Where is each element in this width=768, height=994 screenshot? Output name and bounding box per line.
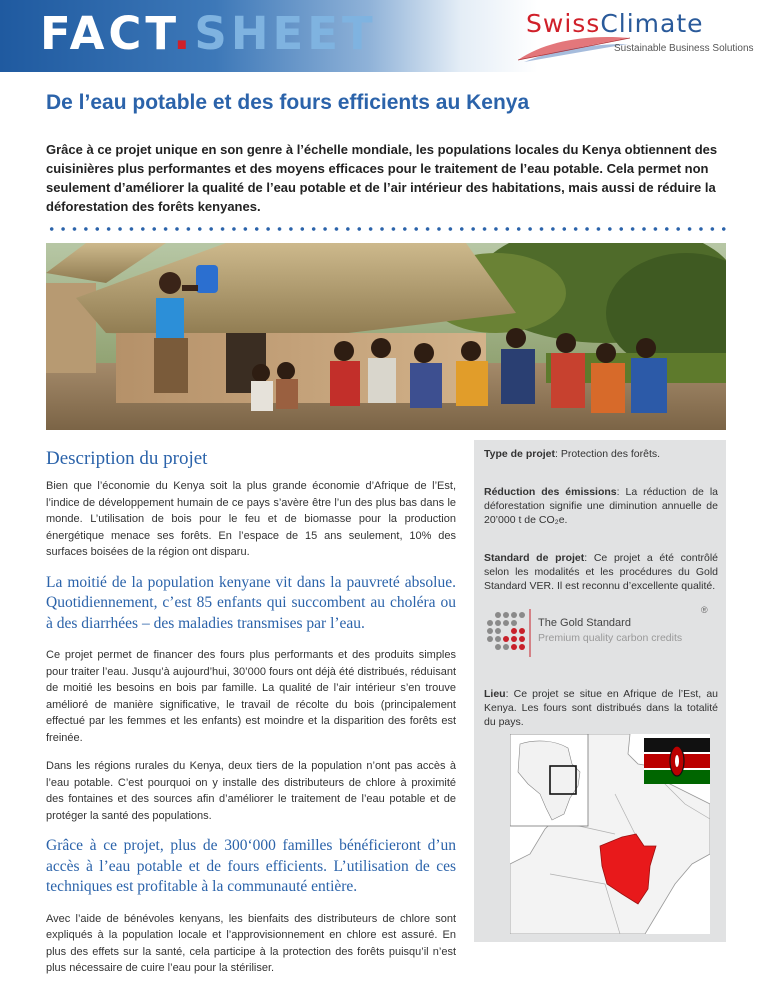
description-paragraph-3: Dans les régions rurales du Kenya, deux tiers de la population n’ont pas accès à l’eau potable. C’est pourquoi on y installe des distributeurs de chlore à proximité des fontaines et des sources afin d’améliorer le traitement de l’eau potable et de protéger la santé des populations. (46, 760, 456, 822)
project-info-sidebar (474, 440, 726, 942)
emission-reduction (484, 485, 718, 527)
brand-swiss: Swiss (526, 9, 601, 38)
pull-quote-2: Grâce à ce projet, plus de 300‘000 familles bénéficieront d’un accès à l’eau potable et de fours efficients. L’utilisation de ces techniques est profitable à la communauté entière. (46, 837, 456, 895)
brand-tagline: Sustainable Business Solutions (614, 43, 754, 54)
swissclimate-logo (514, 6, 764, 66)
main-column (46, 448, 456, 989)
title-dot: . (173, 7, 195, 60)
description-paragraph-2: Ce projet permet de financer des fours plus performants et des produits simples pour traiter l’eau. Jusqu’à aujourd’hui, 30’000 fours ont déjà été distribués, réduisant de moitié les besoins en bois par famille. La qualité de l’air intérieur s’en trouve amélioré de manière significative, le travail de récolte du bois (principalement effectué par les femmes et les enfants) est moindre et la disparition des forêts est freinée. (46, 649, 456, 744)
factsheet-title (40, 4, 377, 64)
project-location-value: : Ce projet se situe en Afrique de l’Est, au Kenya. Les fours sont distribués dans la totalité du pays. (484, 688, 718, 728)
project-location (484, 687, 718, 729)
pull-quote-1: La moitié de la population kenyane vit dans la pauvreté absolue. Quotidiennement, c’est 85 enfants qui succombent au choléra ou à des diarrhées – des maladies transmises par l’eau. (46, 573, 456, 632)
emission-reduction-value: : La réduction de la déforestation signifie une diminution annuelle de 20’000 t de CO₂e. (484, 486, 718, 526)
project-photo (46, 243, 726, 430)
brand-name (526, 8, 704, 40)
page-title: De l’eau potable et des fours efficients au Kenya (46, 91, 530, 114)
project-type-label: Type de projet (484, 448, 555, 460)
header (0, 0, 768, 72)
project-type-value: : Protection des forêts. (554, 448, 661, 460)
gold-standard-tagline: Premium quality carbon credits (538, 632, 683, 644)
project-standard-value: : Ce projet a été contrôlé selon les modalités et les procédures du Gold Standard VER. Il est reconnu d’excellente qualité. (484, 552, 718, 592)
gold-standard-logo (484, 605, 718, 660)
gold-standard-dots-icon (484, 609, 532, 657)
kenya-flag-icon (644, 738, 710, 784)
description-paragraph-4: Avec l’aide de bénévoles kenyans, les bienfaits des distributeurs de chlore sont expliqués à la population locale et l’approvisionnement en chlore est assuré. En plus des effets sur la santé, cela participe à la protection des forêts puisqu’il n’est plus nécessaire de cuire l’eau pour la stériliser. (46, 912, 456, 974)
section-heading-description: Description du projet (46, 448, 208, 469)
registered-mark: ® (701, 605, 708, 615)
project-type (484, 447, 718, 461)
village-photo-illustration (46, 243, 726, 430)
gold-standard-name: The Gold Standard (538, 617, 631, 629)
project-standard (484, 551, 718, 593)
brand-climate: Climate (600, 9, 704, 38)
description-paragraph-1: Bien que l’économie du Kenya soit la plus grande économie d’Afrique de l’Est, l’indice de développement humain de ce pays s’avère être l’un des plus bas dans le monde. L’utilisation de bois pour le feu et de biomasse pour la production énergétique menace ses forêts. En l’espace de 15 ans seulement, 10% des surfaces boisées de la région ont disparu. (46, 480, 456, 558)
project-standard-label: Standard de projet (484, 552, 585, 564)
emission-reduction-label: Réduction des émissions (484, 486, 617, 498)
project-location-label: Lieu (484, 688, 506, 700)
title-sheet-word: SHEET (194, 7, 377, 60)
kenya-map (510, 734, 710, 934)
intro-paragraph: Grâce à ce projet unique en son genre à l’échelle mondiale, les populations locales du Kenya obtiennent des cuisinières plus performantes et des moyens efficaces pour le traitement de l’eau potable. Cela permet non seulement d’améliorer la qualité de l’eau potable et de l’air intérieur des habitations, mais aussi de réduire la déforestation des forêts kenyanes. (46, 142, 718, 214)
dotted-divider (46, 225, 726, 233)
title-fact-word: FACT (40, 7, 174, 60)
